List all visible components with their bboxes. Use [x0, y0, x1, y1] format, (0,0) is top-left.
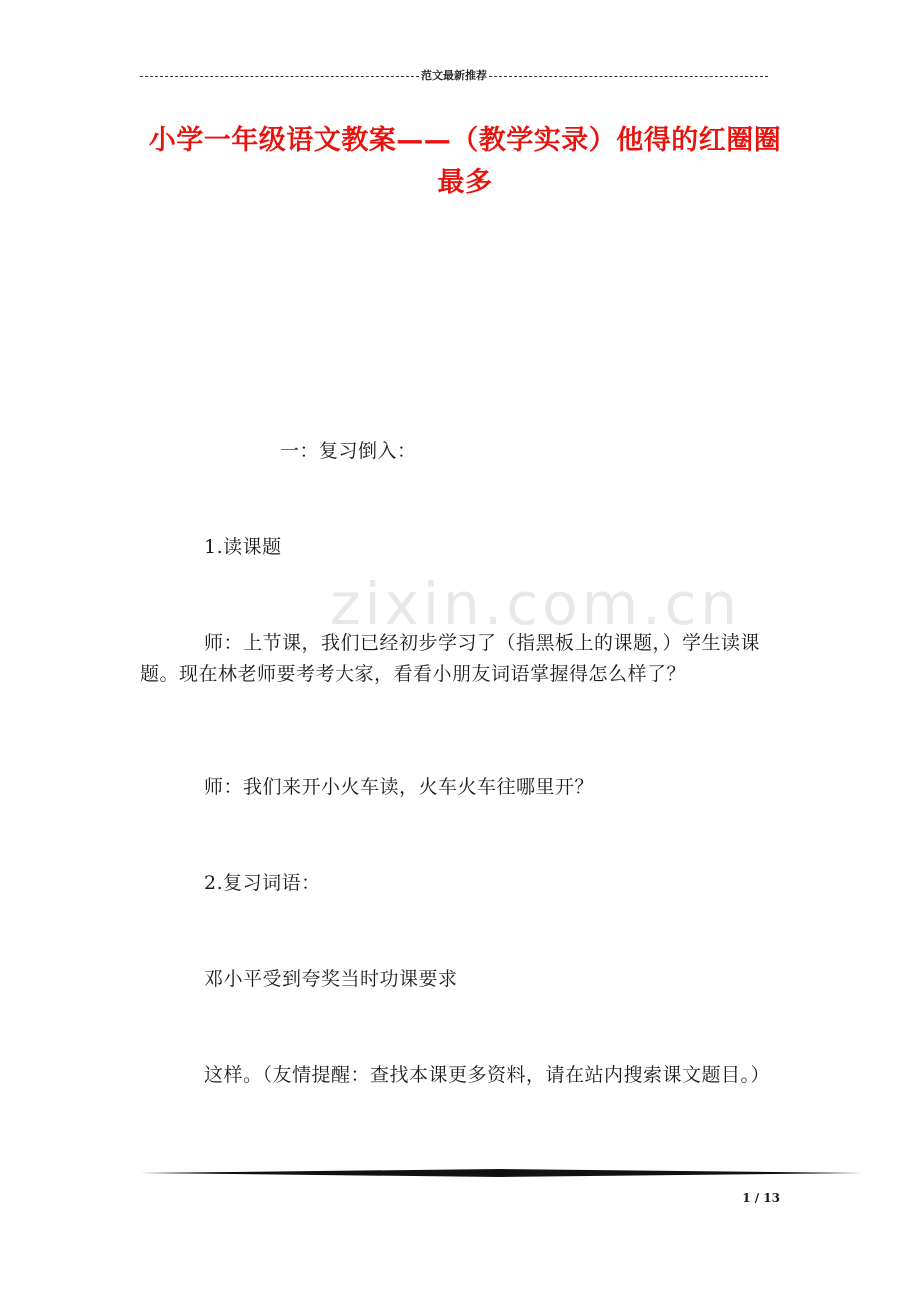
header-dash-left: [140, 76, 419, 77]
title-line-2: 最多: [437, 167, 493, 198]
footer-rule: [140, 1168, 862, 1178]
paragraph-read-title: 1.读课题: [204, 536, 282, 558]
paragraph-teacher-1: 师：上节课，我们已经初步学习了（指黑板上的课题，）学生读课题。现在林老师要考考大家，看看小朋友词语掌握得怎么样了？: [140, 632, 761, 685]
header-dash-right: [489, 76, 768, 77]
page-number: 1 / 13: [742, 1191, 780, 1205]
footer-rule-shape: [140, 1169, 862, 1177]
section-heading: 一：复习倒入：: [280, 440, 417, 462]
paragraph-word-list: 邓小平受到夸奖当时功课要求: [204, 968, 458, 990]
watermark: zixin.com.cn: [330, 570, 742, 638]
document-title: [140, 120, 790, 204]
title-line-1: 小学一年级语文教案——（教学实录）他得的红圈圈: [148, 125, 782, 156]
header-label: 范文最新推荐: [421, 69, 487, 82]
paragraph-reminder: 这样。（友情提醒：查找本课更多资料，请在站内搜索课文题目。）: [204, 1064, 771, 1086]
paragraph-teacher-2: 师：我们来开小火车读，火车火车往哪里开？: [204, 776, 595, 798]
page-header: [140, 68, 768, 84]
paragraph-review-words: 2.复习词语：: [204, 872, 321, 894]
